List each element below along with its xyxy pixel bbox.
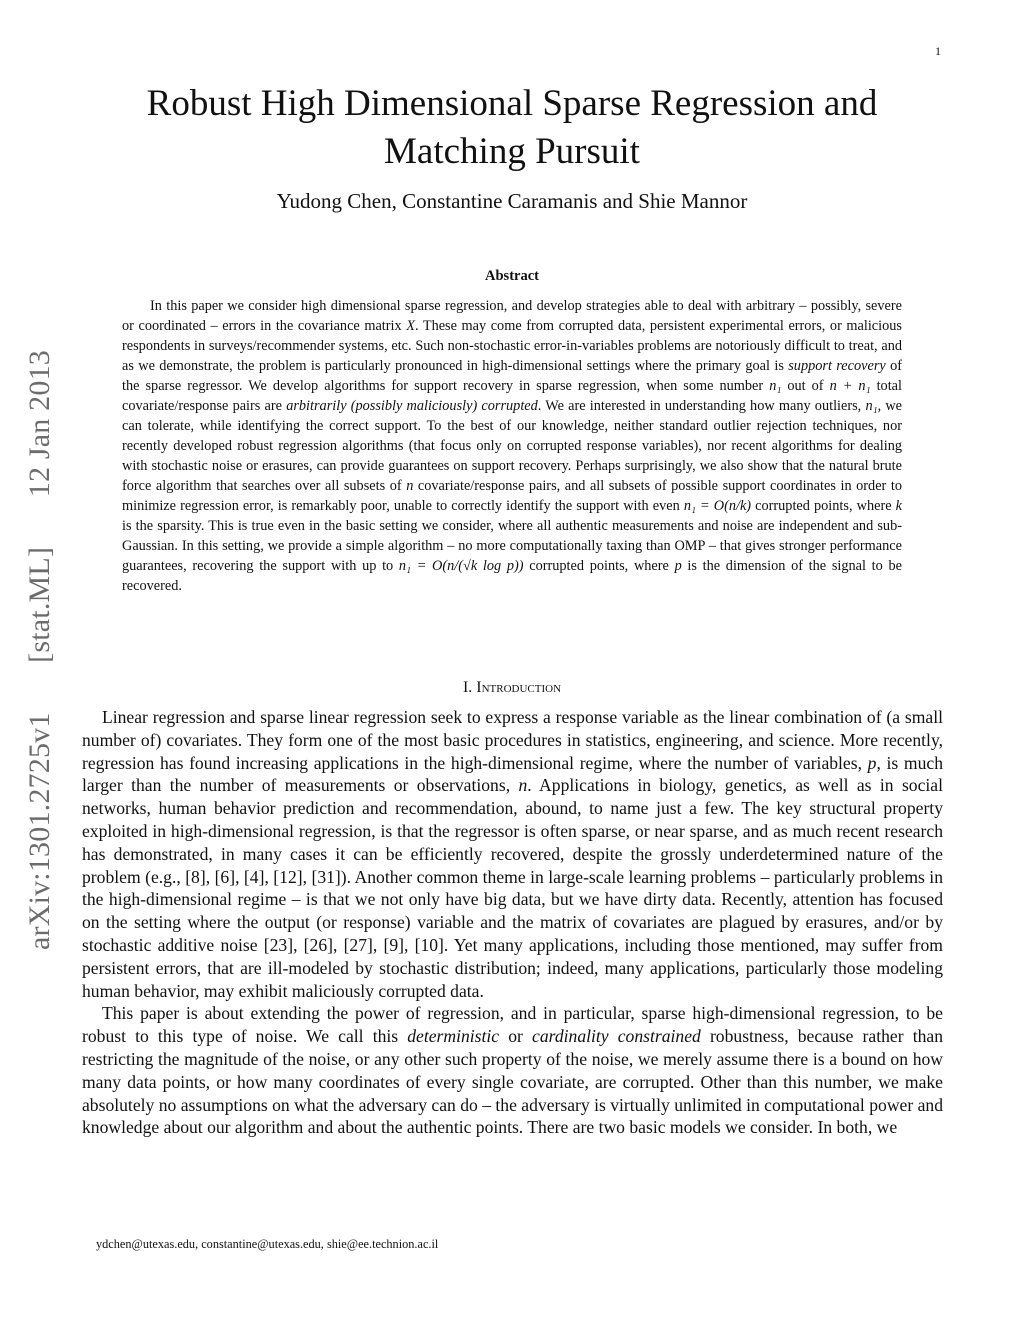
abstract-body xyxy=(122,296,902,596)
arxiv-date: 12 Jan 2013 xyxy=(23,350,56,498)
footnote-emails: ydchen@utexas.edu, constantine@utexas.edu, shie@ee.technion.ac.il xyxy=(96,1237,439,1251)
math-p: p xyxy=(674,558,682,574)
math-n1: n₁ xyxy=(769,378,782,394)
section-number: I. xyxy=(462,679,473,696)
page-number: 1 xyxy=(935,44,941,58)
math-n-plus-n1: n + n₁ xyxy=(829,378,871,394)
introduction-body xyxy=(82,706,943,1139)
abstract-heading: Abstract xyxy=(485,268,539,284)
section-heading xyxy=(82,679,942,697)
arxiv-category: [stat.ML] xyxy=(23,546,56,663)
math-bound-sqrtk: n₁ = O(n/(√k log p)) xyxy=(398,558,524,574)
arxiv-id: arXiv:1301.2725v1 xyxy=(23,712,56,950)
math-n-observations: n xyxy=(518,775,528,796)
arxiv-stamp xyxy=(16,350,64,950)
math-n1-outliers: n₁ xyxy=(865,398,878,414)
emphasis-support-recovery: support recovery xyxy=(788,358,886,374)
math-x: X xyxy=(406,318,415,334)
math-p-variables: p xyxy=(867,752,877,773)
emphasis-corrupted: arbitrarily (possibly maliciously) corrupted xyxy=(286,398,538,414)
emphasis-cardinality-constrained: cardinality constrained xyxy=(532,1026,701,1047)
intro-paragraph-2: This paper is about extending the power of regression, and in particular, sparse high-dimensional regression, to be robust to this type of noise. We call this deterministic or cardinality constrained robustness, because rather than restricting the magnitude of the noise, or any other such property of the noise, we merely assume there is a bound on how many data points, or how many coordinates of every single covariate, are corrupted. Other than this number, we make absolutely no assumptions on what the adversary can do – the adversary is virtually unlimited in computational power and knowledge about our algorithm and about the authentic points. There are two basic models we consider. In both, we xyxy=(82,1003,944,1138)
author-list: Yudong Chen, Constantine Caramanis and Shie Mannor xyxy=(276,189,748,213)
paper-title: Robust High Dimensional Sparse Regression and Matching Pursuit xyxy=(146,83,878,172)
intro-paragraph-1: Linear regression and sparse linear regression seek to express a response variable as the linear combination of (a small number of) covariates. They form one of the most basic procedures in statistics, engineering, and science. More recently, regression has found increasing applications in the high-dimensional regime, where the number of variables, p, is much larger than the number of measurements or observations, n. Applications in biology, genetics, as well as in social networks, human behavior prediction and recommendation, abound, to name just a few. The key structural property exploited in high-dimensional regression, is that the regressor is often sparse, or near sparse, and as much recent research has demonstrated, in many cases it can be efficiently recovered, despite the grossly underdetermined nature of the problem (e.g., [8], [6], [4], [12], [31]). Another common theme in large-scale learning problems – particularly problems in the high-dimensional regime – is that we not only have big data, but we have dirty data. Recently, attention has focused on the setting where the output (or response) variable and the matrix of covariates are plagued by erasures, and/or by stochastic additive noise [23], [26], [27], [9], [10]. Yet many applications, including those mentioned, may suffer from persistent errors, that are ill-modeled by stochastic distribution; indeed, many applications, particularly those modeling human behavior, may exhibit maliciously corrupted data. xyxy=(82,707,943,1001)
section-title: Introduction xyxy=(476,679,562,696)
abstract-paragraph: In this paper we consider high dimensional sparse regression, and develop strategies able to deal with arbitrary – possibly, severe or coordinated – errors in the covariance matrix X. These may come from corrupted data, persistent experimental errors, or malicious respondents in surveys/recommender systems, etc. Such non-stochastic error-in-variables problems are notoriously difficult to treat, and as we demonstrate, the problem is particularly pronounced in high-dimensional settings where the primary goal is support recovery of the sparse regressor. We develop algorithms for support recovery in sparse regression, when some number n₁ out of n + n₁ total covariate/response pairs are arbitrarily (possibly maliciously) corrupted. We are interested in understanding how many outliers, n₁, we can tolerate, while identifying the correct support. To the best of our knowledge, neither standard outlier rejection techniques, nor recently developed robust regression algorithms (that focus only on corrupted response variables), nor recent algorithms for dealing with stochastic noise or erasures, can provide guarantees on support recovery. Perhaps surprisingly, we also show that the natural brute force algorithm that searches over all subsets of n covariate/response pairs, and all subsets of possible support coordinates in order to minimize regression error, is remarkably poor, unable to correctly identify the support with even n₁ = O(n/k) corrupted points, where k is the sparsity. This is true even in the basic setting we consider, where all authentic measurements and noise are independent and sub-Gaussian. In this setting, we provide a simple algorithm – no more computationally taxing than OMP – that gives stronger performance guarantees, recovering the support with up to n₁ = O(n/(√k log p)) corrupted points, where p is the dimension of the signal to be recovered. xyxy=(122,298,903,594)
math-n: n xyxy=(406,478,414,494)
math-k: k xyxy=(895,498,902,514)
emphasis-deterministic: deterministic xyxy=(407,1026,500,1047)
math-bound-nk: n₁ = O(n/k) xyxy=(683,498,752,514)
